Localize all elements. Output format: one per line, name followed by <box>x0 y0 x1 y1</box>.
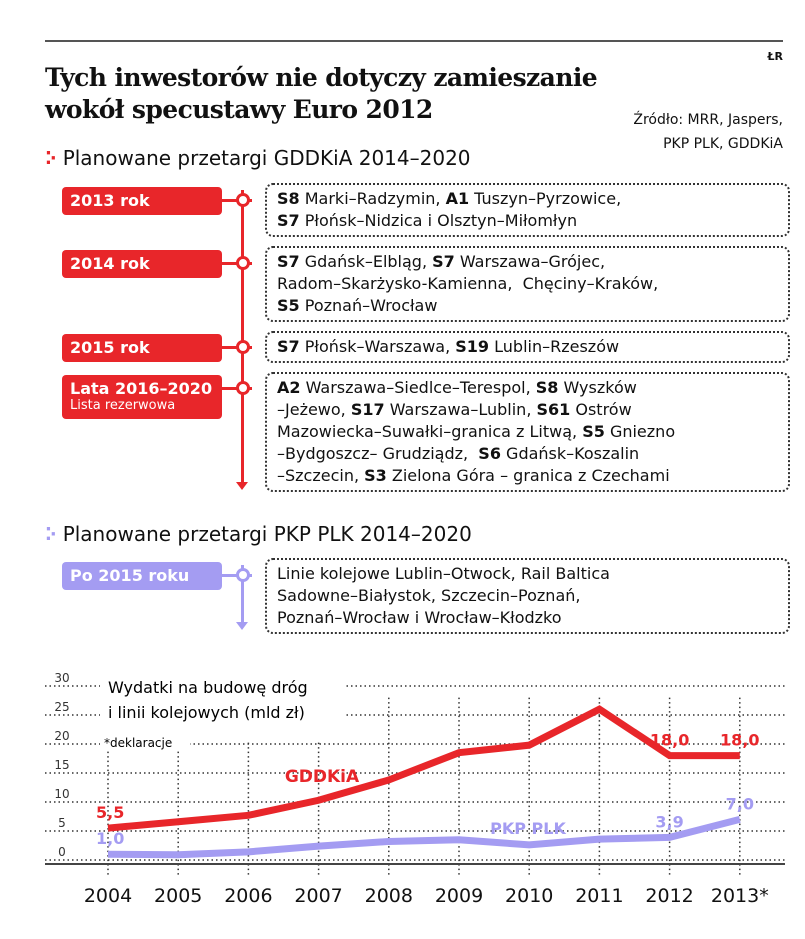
tender-list <box>265 183 790 237</box>
arrow-down-icon <box>236 622 248 630</box>
data-label: 18,0 <box>649 730 690 750</box>
timeline-node-icon <box>236 256 250 270</box>
timeline-line <box>241 190 244 482</box>
tender-line <box>277 295 778 317</box>
title-line: Tych inwestorów nie dotyczy zamieszanie <box>45 63 598 92</box>
road-code: S6 <box>478 444 501 463</box>
data-label: 18,0 <box>720 730 760 750</box>
y-tick-label: 20 <box>54 729 70 743</box>
series-line-pkp-plk <box>108 819 740 854</box>
road-code: S8 <box>277 189 300 208</box>
route-text: Sadowne–Białystok, Szczecin–Poznań, <box>277 586 581 605</box>
route-text: Warszawa–Lublin, <box>384 400 537 419</box>
tender-line <box>277 607 778 629</box>
route-text: Lublin–Rzeszów <box>489 337 620 356</box>
series-name-label: PKP PLK <box>490 819 566 838</box>
section-title: Planowane przetargi GDDKiA 2014–2020 <box>62 146 471 170</box>
x-tick-label: 2010 <box>505 885 554 907</box>
route-text: Gdańsk–Koszalin <box>500 444 640 463</box>
x-tick-label: 2011 <box>575 885 624 907</box>
data-label: 3,9 <box>655 812 684 832</box>
top-rule <box>45 40 783 42</box>
bullet-dots-icon: ⁚· <box>45 523 55 545</box>
tender-line <box>277 336 778 358</box>
tender-line <box>277 377 778 399</box>
tender-line <box>277 443 778 465</box>
tender-line <box>277 210 778 232</box>
source-line: PKP PLK, GDDKiA <box>663 136 783 152</box>
x-tick-label: 2012 <box>645 885 694 907</box>
road-code: S8 <box>535 378 559 397</box>
road-code: S17 <box>350 400 385 419</box>
tender-list <box>265 558 790 634</box>
tender-list <box>265 246 790 322</box>
road-code: S19 <box>455 337 490 356</box>
period-label-text: Po 2015 roku <box>70 566 190 585</box>
y-tick-label: 10 <box>54 787 70 801</box>
route-text: Poznań–Wrocław <box>299 296 438 315</box>
author-credit: ŁR <box>767 50 783 63</box>
source-note <box>633 108 783 156</box>
period-label-text: 2013 rok <box>70 191 150 210</box>
source-line: Źródło: MRR, Jaspers, <box>633 112 783 128</box>
tender-line <box>277 251 778 273</box>
gddkia-heading <box>45 146 471 170</box>
route-text: Radom–Skarżysko-Kamienna, Chęciny–Kraków, <box>277 274 659 293</box>
tender-line <box>277 563 778 585</box>
period-label-text: Lata 2016–2020 <box>70 379 213 398</box>
route-text: Płońsk–Warszawa, <box>299 337 456 356</box>
route-text: –Bydgoszcz– Grudziądz, <box>277 444 479 463</box>
route-text: Gdańsk–Elbląg, <box>299 252 433 271</box>
x-tick-label: 2008 <box>364 885 413 907</box>
route-text: Tuszyn–Pyrzowice, <box>469 189 622 208</box>
route-text: Wyszków <box>558 378 637 397</box>
route-text: Płońsk–Nidzica i Olsztyn–Miłomłyn <box>299 211 578 230</box>
period-label-text: 2014 rok <box>70 254 150 273</box>
chart-note: *deklaracje <box>104 736 173 750</box>
route-text: Marki–Radzymin, <box>299 189 446 208</box>
route-text: Warszawa–Siedlce–Terespol, <box>300 378 536 397</box>
road-code: S7 <box>277 337 300 356</box>
arrow-down-icon <box>236 482 248 490</box>
route-text: Mazowiecka–Suwałki–granica z Litwą, <box>277 422 583 441</box>
route-text: Gniezno <box>604 422 676 441</box>
data-label: 5,5 <box>96 803 125 823</box>
route-text: Poznań–Wrocław i Wrocław–Kłodzko <box>277 608 562 627</box>
tender-list <box>265 331 790 363</box>
bullet-dots-icon: ⁚· <box>45 147 55 169</box>
period-sublabel: Lista rezerwowa <box>70 398 176 413</box>
route-text: Ostrów <box>570 400 632 419</box>
tender-line <box>277 399 778 421</box>
timeline-node-icon <box>236 193 250 207</box>
road-code: S7 <box>277 252 300 271</box>
data-label: 7,0 <box>725 794 754 814</box>
period-label <box>62 334 222 362</box>
series-name-label: GDDKiA <box>284 767 360 787</box>
road-code: S5 <box>277 296 300 315</box>
y-tick-label: 5 <box>58 816 66 830</box>
y-tick-label: 0 <box>58 845 66 859</box>
road-code: S3 <box>364 466 387 485</box>
tender-line <box>277 188 778 210</box>
x-tick-label: 2006 <box>224 885 273 907</box>
x-tick-label: 2004 <box>83 885 133 907</box>
timeline-node-icon <box>236 340 250 354</box>
road-code: S7 <box>432 252 455 271</box>
route-text: Linie kolejowe Lublin–Otwock, Rail Baltica <box>277 564 610 583</box>
period-label <box>62 562 222 590</box>
route-text: –Szczecin, <box>277 466 365 485</box>
x-tick-label: 2005 <box>154 885 203 907</box>
route-text: Warszawa–Grójec, <box>454 252 606 271</box>
x-tick-label: 2013* <box>710 885 769 907</box>
x-tick-label: 2009 <box>434 885 484 907</box>
tender-line <box>277 585 778 607</box>
tender-line <box>277 421 778 443</box>
timeline-node-icon <box>236 381 250 395</box>
period-label <box>62 187 222 215</box>
x-tick-label: 2007 <box>294 885 343 907</box>
chart-title: i linii kolejowych (mld zł) <box>108 703 305 722</box>
tender-line <box>277 465 778 487</box>
y-tick-label: 25 <box>54 700 70 714</box>
timeline-node-icon <box>236 568 250 582</box>
road-code: S61 <box>536 400 571 419</box>
data-label: 1,0 <box>96 829 125 849</box>
pkp-heading <box>45 522 472 546</box>
road-code: A1 <box>445 189 470 208</box>
road-code: S5 <box>582 422 605 441</box>
period-label <box>62 250 222 278</box>
period-label-text: 2015 rok <box>70 338 150 357</box>
tender-line <box>277 273 778 295</box>
tender-list <box>265 372 790 492</box>
chart-title: Wydatki na budowę dróg <box>108 678 308 697</box>
road-code: S7 <box>277 211 300 230</box>
y-tick-label: 30 <box>54 671 70 685</box>
spending-chart <box>0 670 805 939</box>
page-title <box>45 62 597 126</box>
route-text: Zielona Góra – granica z Czechami <box>386 466 670 485</box>
y-tick-label: 15 <box>54 758 70 772</box>
period-label <box>62 375 222 419</box>
section-title: Planowane przetargi PKP PLK 2014–2020 <box>62 522 472 546</box>
route-text: –Jeżewo, <box>277 400 351 419</box>
title-line: wokół specustawy Euro 2012 <box>45 95 433 124</box>
road-code: A2 <box>277 378 301 397</box>
